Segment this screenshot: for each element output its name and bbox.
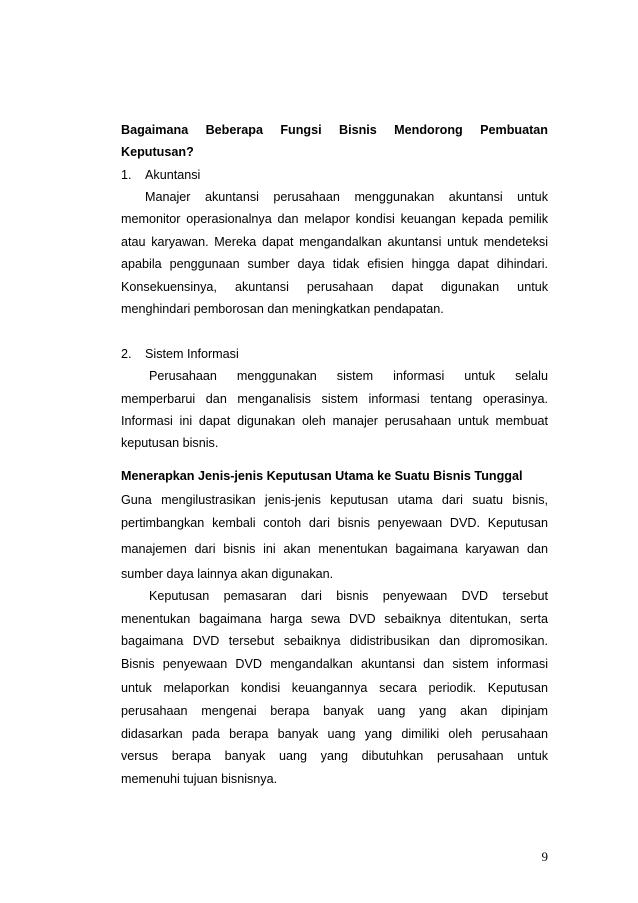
paragraph-line: apabila penggunaan sumber daya tidak efisien hingga dapat dihindari.	[121, 257, 548, 271]
paragraph-line: didasarkan pada berapa banyak uang yang dimiliki oleh perusahaan	[121, 727, 548, 741]
paragraph-line: keputusan bisnis.	[121, 436, 219, 450]
list-number: 2.	[121, 347, 132, 361]
paragraph-line: versus berapa banyak uang yang dibutuhkan perusahaan untuk	[121, 749, 548, 763]
section-heading-line-1: Bagaimana Beberapa Fungsi Bisnis Mendorong Pembuatan	[121, 123, 548, 137]
paragraph-line: bagaimana DVD tersebut sebaiknya didistribusikan dan dipromosikan.	[121, 634, 548, 648]
paragraph-line: pertimbangkan kembali contoh dari bisnis penyewaan DVD. Keputusan	[121, 516, 548, 530]
paragraph-line: Keputusan pemasaran dari bisnis penyewaan DVD tersebut	[149, 589, 548, 603]
list-number: 1.	[121, 168, 132, 182]
list-item-title: Akuntansi	[145, 168, 201, 182]
paragraph-line: atau karyawan. Mereka dapat mengandalkan akuntansi untuk mendeteksi	[121, 235, 548, 249]
paragraph-line: menghindari pemborosan dan meningkatkan pendapatan.	[121, 302, 444, 316]
paragraph-line: memenuhi tujuan bisnisnya.	[121, 772, 278, 786]
paragraph-line: Konsekuensinya, akuntansi perusahaan dapat digunakan untuk	[121, 280, 548, 294]
paragraph-line: sumber daya lainnya akan digunakan.	[121, 567, 334, 581]
paragraph-line: Manajer akuntansi perusahaan menggunakan akuntansi untuk	[145, 190, 548, 204]
page-number: 9	[541, 849, 548, 864]
paragraph-line: memonitor operasionalnya dan melapor kondisi keuangan kepada pemilik	[121, 212, 548, 226]
paragraph-line: manajemen dari bisnis ini akan menentukan bagaimana karyawan dan	[121, 542, 548, 556]
paragraph-line: memperbarui dan menganalisis sistem informasi tentang operasinya.	[121, 392, 548, 406]
list-item-title: Sistem Informasi	[145, 347, 239, 361]
paragraph-line: Bisnis penyewaan DVD mengandalkan akuntansi dan sistem informasi	[121, 657, 548, 671]
paragraph-line: perusahaan mengenai berapa banyak uang yang akan dipinjam	[121, 704, 548, 718]
section-heading-line-2: Keputusan?	[121, 145, 194, 159]
paragraph-line: menentukan bagaimana harga sewa DVD sebaiknya ditentukan, serta	[121, 612, 548, 626]
paragraph-line: Guna mengilustrasikan jenis-jenis keputusan utama dari suatu bisnis,	[121, 493, 548, 507]
paragraph-line: Perusahaan menggunakan sistem informasi untuk selalu	[149, 369, 548, 383]
paragraph-line: Informasi ini dapat digunakan oleh manajer perusahaan untuk membuat	[121, 414, 548, 428]
section-heading: Menerapkan Jenis-jenis Keputusan Utama ke Suatu Bisnis Tunggal	[121, 469, 523, 483]
paragraph-line: untuk melaporkan kondisi keuangannya secara periodik. Keputusan	[121, 681, 548, 695]
